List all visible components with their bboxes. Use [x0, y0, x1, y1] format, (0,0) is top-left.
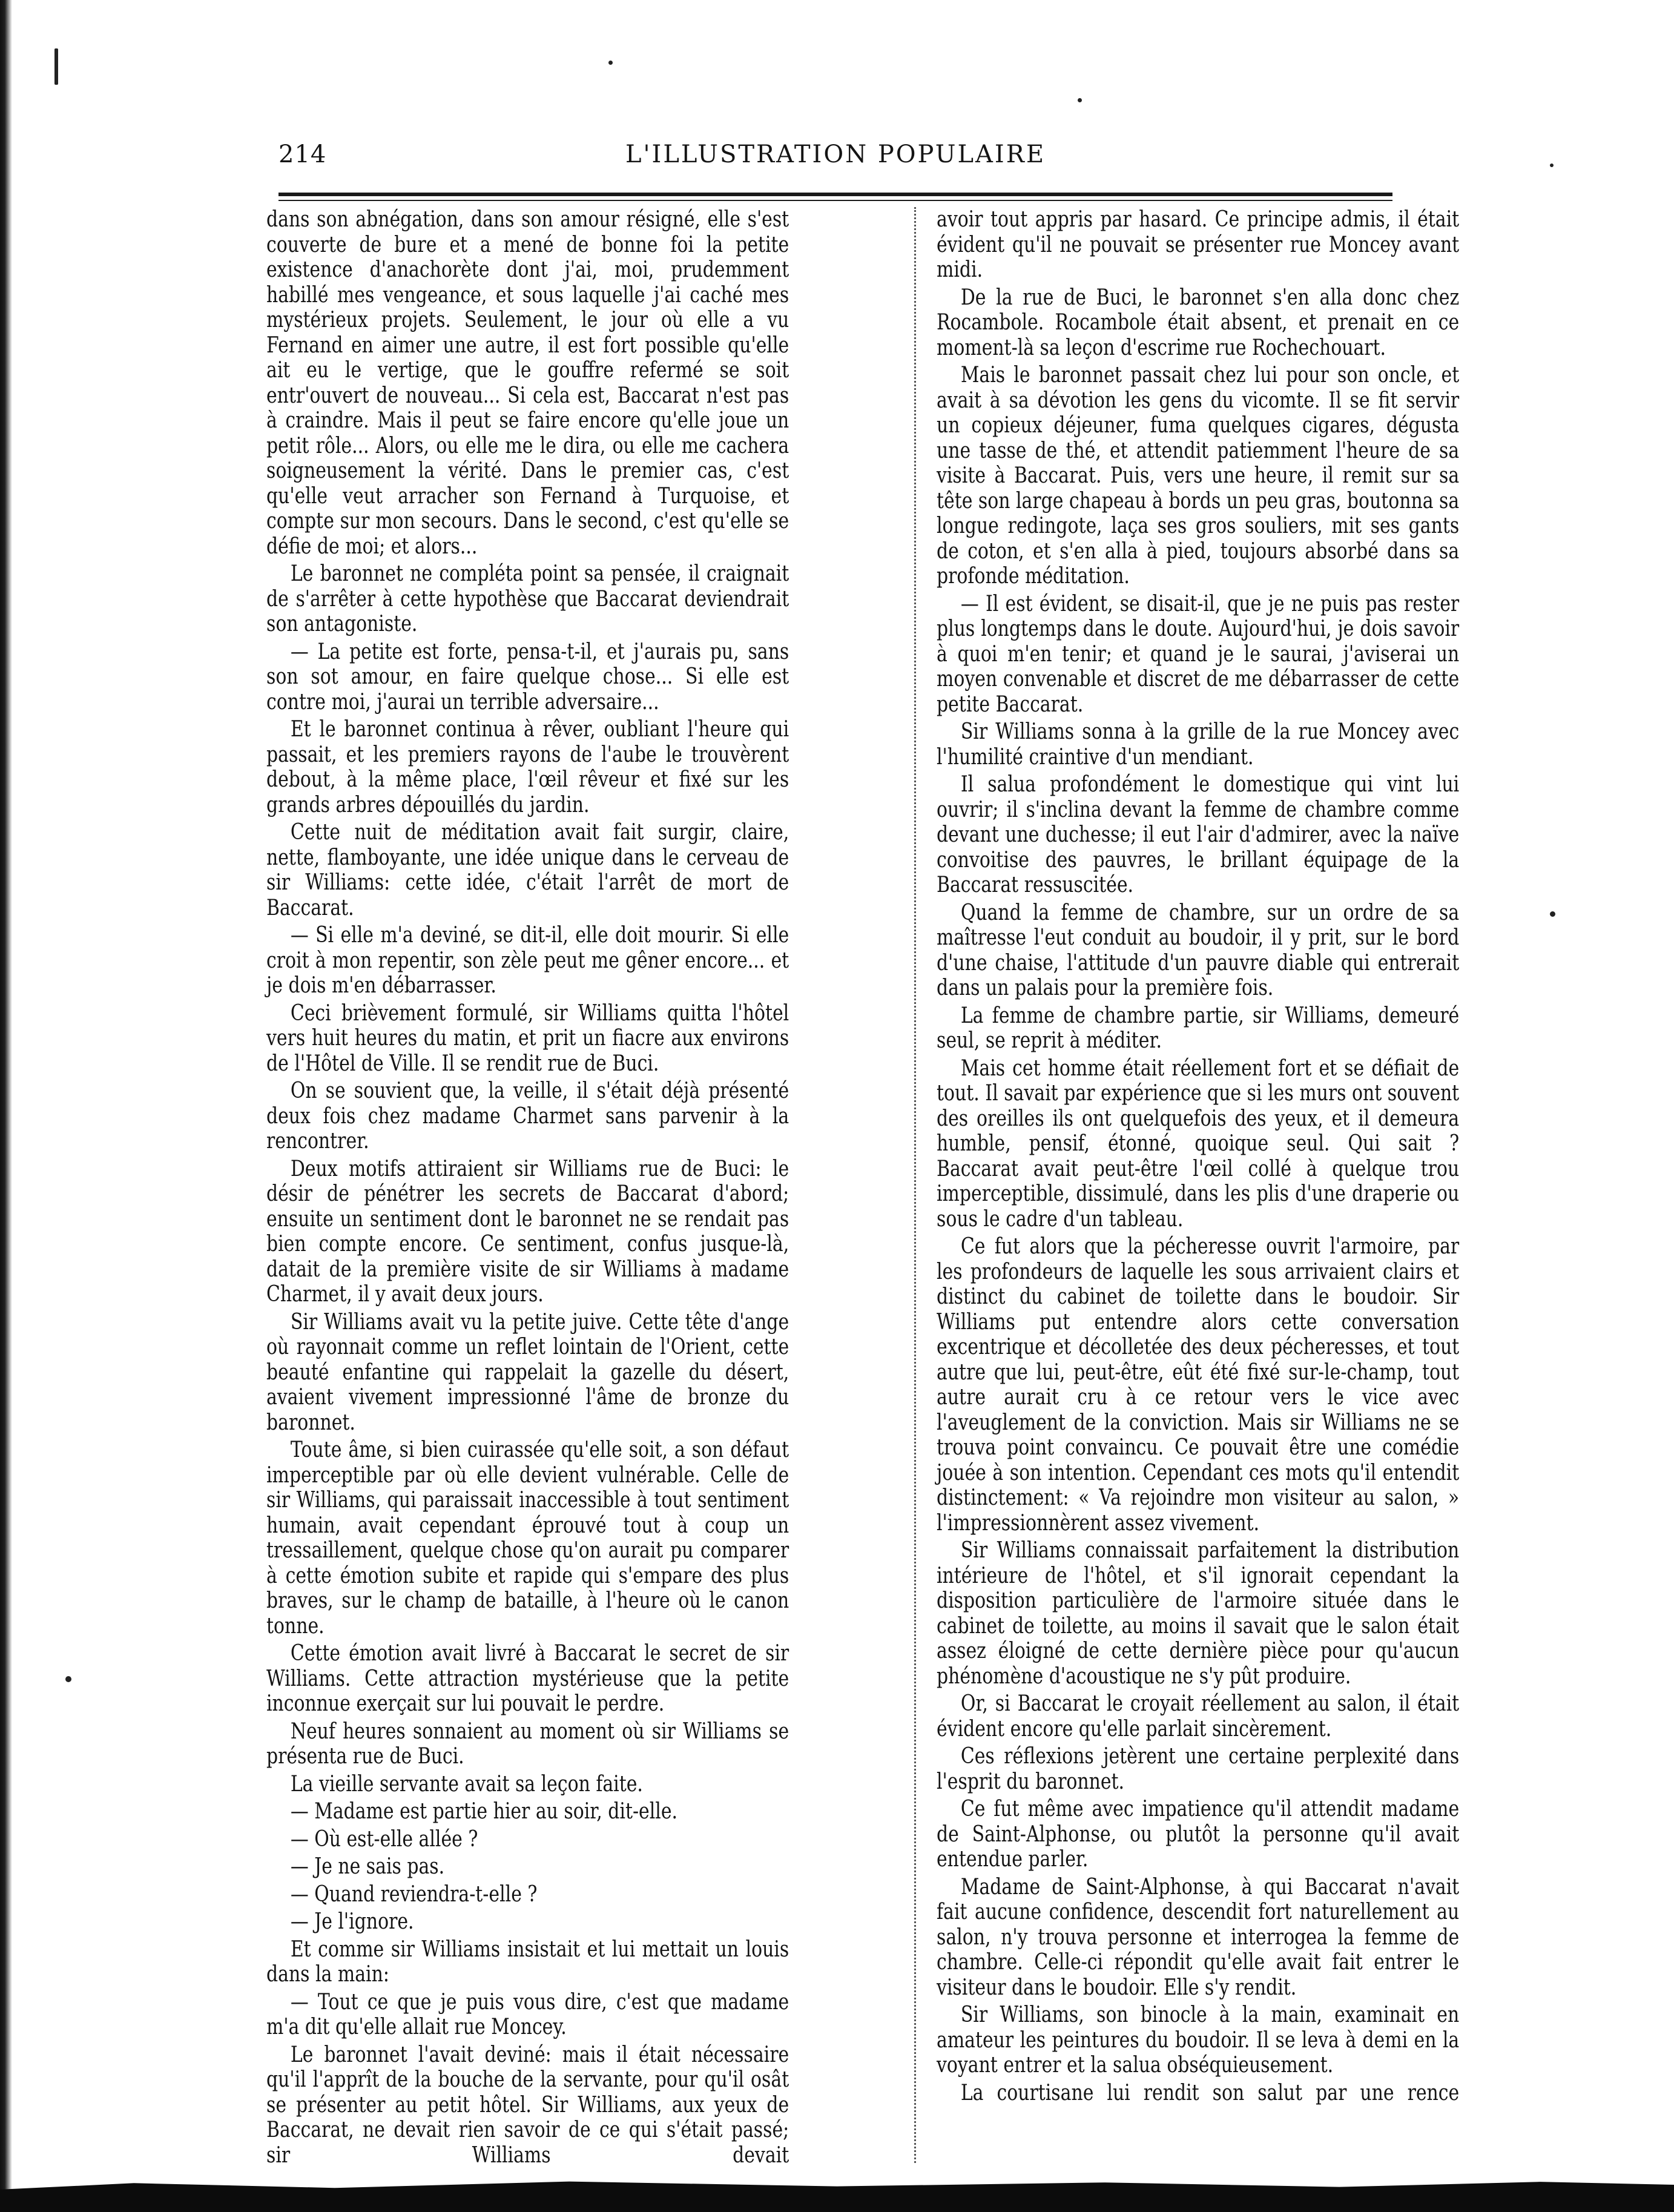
dialogue-line: — Je ne sais pas.	[290, 1854, 445, 1879]
paragraph: De la rue de Buci, le baronnet s'en alla donc chez Rocambole. Rocambole était absent, et prenait en ce moment-là sa leçon d'escrime rue Rochechouart.	[937, 285, 1460, 360]
paragraph: La courtisane lui rendit son salut par une rence	[960, 2080, 1460, 2105]
scan-shadow-left	[0, 0, 12, 2212]
ink-speck	[1550, 911, 1555, 917]
paragraph: — La petite est forte, pensa-t-il, et j'aurais pu, sans son sot amour, en faire quelque chose... Si elle est contre moi, j'aurai un terrible adversaire...	[266, 639, 789, 715]
paragraph: dans son abnégation, dans son amour résigné, elle s'est couverte de bure et a mené de bonne foi la petite existence d'anachorète dont j'ai, moi, prudemment habillé mes vengeance, et sous laquelle j'ai caché mes mystérieux projets. Seulement, le jour où elle a vu Fernand en aimer une autre, il est fort possible qu'elle ait eu le vertige, que le gouffre refermé se soit entr'ouvert de nouveau... Si cela est, Baccarat n'est pas à craindre. Mais il peut se faire encore qu'elle joue un petit rôle... Alors, ou elle me le dira, ou elle me cachera soigneusement la vérité. Dans le premier cas, c'est qu'elle veut arracher son Fernand à Turquoise, et compte sur mon secours. Dans le second, c'est qu'elle se défie de moi; et alors...	[266, 207, 789, 559]
paragraph: Quand la femme de chambre, sur un ordre de sa maîtresse l'eut conduit au boudoir, il y prit, sur le bord d'une chaise, l'attitude d'un pauvre diable qui entrerait dans un palais pour la première fois.	[937, 900, 1460, 1000]
dialogue-line: — Quand reviendra-t-elle ?	[290, 1881, 538, 1907]
paragraph: Et comme sir Williams insistait et lui mettait un louis dans la main:	[266, 1936, 789, 1987]
paragraph: Sir Williams connaissait parfaitement la distribution intérieure de l'hôtel, et s'il ignorait cependant la disposition particulière de l'armoire située dans le cabinet de toilette, au moins il savait que le salon était assez éloigné de cette dernière pièce pour qu'aucun phénomène d'acoustique ne s'y pût produire.	[937, 1538, 1460, 1689]
paragraph: — Il est évident, se disait-il, que je ne puis pas rester plus longtemps dans le doute. Aujourd'hui, je dois savoir à quoi m'en tenir; et quand je le saurai, j'aviserai un moyen convenable et discret de me débarrasser de cette petite Baccarat.	[937, 591, 1460, 717]
paragraph: Sir Williams, son binocle à la main, examinait en amateur les peintures du boudoir. Il se leva à demi en la voyant entrer et la salua obséquieusement.	[937, 2002, 1460, 2078]
paragraph: La femme de chambre partie, sir Williams, demeuré seul, se reprit à méditer.	[937, 1003, 1460, 1053]
paragraph: — Si elle m'a deviné, se dit-il, elle doit mourir. Si elle croit à mon repentir, son zèle peut me gêner encore... et je dois m'en débarrasser.	[266, 923, 789, 998]
paragraph: Toute âme, si bien cuirassée qu'elle soit, a son défaut imperceptible par où elle devient vulnérable. Celle de sir Williams, qui paraissait inaccessible à tout sentiment humain, avait cependant éprouvé tout à coup un tressaillement, quelque chose qu'on aurait pu comparer à cette émotion subite et rapide qui s'empare des plus braves, sur le champ de bataille, à l'heure où le canon tonne.	[266, 1438, 789, 1639]
paragraph: Ce fut même avec impatience qu'il attendit madame de Saint-Alphonse, ou plutôt la personne qu'il avait entendue parler.	[937, 1797, 1460, 1872]
paragraph: Cette nuit de méditation avait fait surgir, claire, nette, flamboyante, une idée unique dans le cerveau de sir Williams: cette idée, c'était l'arrêt de mort de Baccarat.	[266, 820, 789, 920]
dialogue-line: — Où est-elle allée ?	[290, 1826, 478, 1852]
paragraph: Sir Williams sonna à la grille de la rue Moncey avec l'humilité craintive d'un mendiant.	[937, 719, 1460, 770]
paragraph: Et le baronnet continua à rêver, oubliant l'heure qui passait, et les premiers rayons de l'aube le trouvèrent debout, à la même place, l'œil rêveur et fixé sur les grands arbres dépouillés du jardin.	[266, 717, 789, 817]
paragraph: Ceci brièvement formulé, sir Williams quitta l'hôtel vers huit heures du matin, et prit un fiacre aux environs de l'Hôtel de Ville. Il se rendit rue de Buci.	[266, 1000, 789, 1076]
right-column	[937, 207, 1459, 2108]
dialogue-line: — Madame est partie hier au soir, dit-elle.	[290, 1799, 678, 1824]
header-rule-thin	[278, 200, 1392, 201]
ink-speck	[608, 61, 613, 65]
paragraph: Neuf heures sonnaient au moment où sir Williams se présenta rue de Buci.	[266, 1718, 789, 1769]
ink-speck	[65, 1676, 71, 1682]
paragraph: Le baronnet ne compléta point sa pensée, il craignait de s'arrêter à cette hypothèse que Baccarat deviendrait son antagoniste.	[266, 561, 789, 636]
header-rule-thick	[278, 193, 1392, 196]
page-header	[278, 140, 1392, 177]
ink-speck	[54, 48, 58, 85]
paragraph: — Tout ce que je puis vous dire, c'est que madame m'a dit qu'elle allait rue Moncey.	[266, 1989, 789, 2039]
left-column	[266, 207, 789, 2170]
paragraph: Cette émotion avait livré à Baccarat le secret de sir Williams. Cette attraction mystérieuse que la petite inconnue exerçait sur lui pouvait le perdre.	[266, 1641, 789, 1716]
paragraph: Deux motifs attiraient sir Williams rue de Buci: le désir de pénétrer les secrets de Baccarat d'abord; ensuite un sentiment dont le baronnet ne se rendait pas bien compte encore. Ce sentiment, confus jusque-là, datait de la première visite de sir Williams à madame Charmet, il y avait deux jours.	[266, 1156, 789, 1307]
ink-speck	[1550, 163, 1554, 167]
paragraph: Sir Williams avait vu la petite juive. Cette tête d'ange où rayonnait comme un reflet lointain de l'Orient, cette beauté enfantine qui rappelait la gazelle du désert, avaient vivement impressionné l'âme de bronze du baronnet.	[266, 1309, 789, 1435]
page-number: 214	[278, 140, 327, 168]
paragraph: Il salua profondément le domestique qui vint lui ouvrir; il s'inclina devant la femme de chambre comme devant une duchesse; il eut l'air d'admirer, avec la naïve convoitise des pauvres, le brillant équipage de la Baccarat ressuscitée.	[937, 772, 1460, 897]
paragraph: Mais cet homme était réellement fort et se défiait de tout. Il savait par expérience que si les murs ont souvent des oreilles ils ont quelquefois des yeux, et il demeura humble, pensif, étonné, quoique seul. Qui sait ? Baccarat avait peut-être l'œil collé à quelque trou imperceptible, dissimulé, dans les plis d'une draperie ou sous le cadre d'un tableau.	[937, 1055, 1460, 1232]
dialogue-line: La vieille servante avait sa leçon faite.	[290, 1771, 643, 1797]
paragraph: Madame de Saint-Alphonse, à qui Baccarat n'avait fait aucune confidence, descendit fort naturellement au salon, n'y trouva personne et interrogea la femme de chambre. Celle-ci répondit qu'elle avait fait entrer le visiteur dans le boudoir. Elle s'y rendit.	[937, 1874, 1460, 2000]
paragraph: Ces réflexions jetèrent une certaine perplexité dans l'esprit du baronnet.	[937, 1744, 1460, 1794]
scan-shadow-bottom	[0, 2180, 1674, 2212]
column-divider	[914, 207, 916, 2163]
paragraph: Mais le baronnet passait chez lui pour son oncle, et avait à sa dévotion les gens du vicomte. Il se fit servir un copieux déjeuner, fuma quelques cigares, dégusta une tasse de thé, et attendit patiemment l'heure de sa visite à Baccarat. Puis, vers une heure, il remit sur sa tête son large chapeau à bords un peu gras, boutonna sa longue redingote, laça ses gros souliers, mit ses gants de coton, et s'en alla à pied, toujours absorbé dans sa profonde méditation.	[937, 363, 1460, 589]
paragraph: Le baronnet l'avait deviné: mais il était nécessaire qu'il l'apprît de la bouche de la servante, pour qu'il osât se présenter au petit hôtel. Sir Williams, aux yeux de Baccarat, ne devait rien savoir de ce qui s'était passé; sir Williams devait	[266, 2042, 789, 2168]
paragraph: Or, si Baccarat le croyait réellement au salon, il était évident encore qu'elle parlait sincèrement.	[937, 1691, 1460, 1742]
paragraph: On se souvient que, la veille, il s'était déjà présenté deux fois chez madame Charmet sans parvenir à la rencontrer.	[266, 1078, 789, 1154]
dialogue-line: — Je l'ignore.	[290, 1909, 414, 1934]
ink-speck	[1078, 98, 1082, 102]
running-title: L'ILLUSTRATION POPULAIRE	[625, 140, 1046, 168]
paragraph: avoir tout appris par hasard. Ce principe admis, il était évident qu'il ne pouvait se présenter rue Moncey avant midi.	[937, 207, 1460, 282]
paragraph: Ce fut alors que la pécheresse ouvrit l'armoire, par les profondeurs de laquelle les sous arrivaient clairs et distinct du cabinet de toilette dans le boudoir. Sir Williams put entendre alors cette conversation excentrique et décolletée des deux pécheresses, et tout autre que lui, peut-être, eût été fixé sur-le-champ, tout autre aurait cru à ce retour vers le vice avec l'aveuglement de la conviction. Mais sir Williams ne se trouva point convaincu. Ce pouvait être une comédie jouée à son intention. Cependant ces mots qu'il entendit distinctement: « Va rejoindre mon visiteur au salon, » l'impressionnèrent assez vivement.	[937, 1234, 1460, 1536]
